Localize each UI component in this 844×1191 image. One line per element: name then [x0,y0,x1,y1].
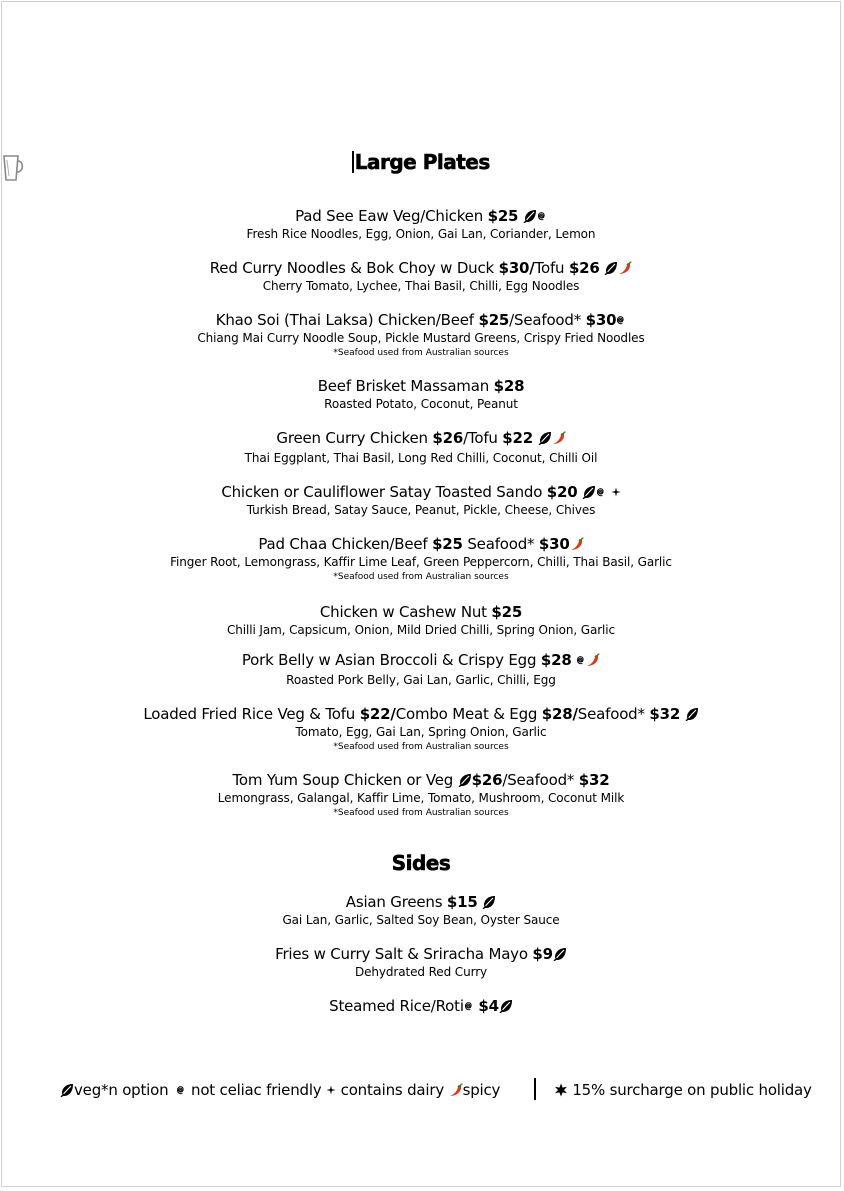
menu-page [1,1,841,1187]
veg-leaf-icon [60,1083,74,1097]
legend-spicy-label: spicy [462,1081,501,1099]
item-description: Chiang Mai Curry Noodle Soup, Pickle Mustard Greens, Crispy Fried Noodles [197,331,645,345]
item-description: Roasted Potato, Coconut, Peanut [324,397,518,411]
legend-divider [534,1078,536,1100]
item-description: Tomato, Egg, Gai Lan, Spring Onion, Garlic [295,725,547,739]
text-cursor [352,151,354,173]
menu-item-cashew-chicken: Chicken w Cashew Nut $25 Chilli Jam, Capsicum, Onion, Mild Dried Chilli, Spring Onion, Garlic [2,602,840,639]
veg-leaf-icon [523,209,537,223]
menu-item-steamed-rice-roti: Steamed Rice/Roti $4 [2,996,840,1016]
dairy-star-icon [326,1085,336,1095]
gluten-swirl-icon [616,315,626,325]
veg-leaf-icon [582,485,596,499]
item-description: Fresh Rice Noodles, Egg, Onion, Gai Lan, Coriander, Lemon [246,227,596,241]
large-plates-title: Large Plates [2,150,840,174]
menu-item-pad-see-eaw: Pad See Eaw Veg/Chicken $25 Fresh Rice Noodles, Egg, Onion, Gai Lan, Coriander, Lemon [2,206,840,243]
veg-leaf-icon [553,947,567,961]
menu-item-pork-belly: Pork Belly w Asian Broccoli & Crispy Egg $28 Roasted Pork Belly, Gai Lan, Garlic, Chilli, Egg [2,650,840,689]
gluten-swirl-icon [596,487,606,497]
seafood-note: *Seafood used from Australian sources [333,742,509,752]
legend-dairy-label: contains dairy [340,1081,445,1099]
veg-leaf-icon [538,431,552,445]
legend-celiac-label: not celiac friendly [191,1081,322,1099]
veg-leaf-icon [458,773,472,787]
veg-leaf-icon [482,895,496,909]
chilli-icon [449,1083,463,1097]
chilli-icon [618,261,632,275]
menu-item-pad-chaa: Pad Chaa Chicken/Beef $25 Seafood* $30 Finger Root, Lemongrass, Kaffir Lime Leaf, Green Peppercorn, Chilli, Thai Basil, Garlic *Seafood used from Australian sources [2,534,840,583]
menu-item-asian-greens: Asian Greens $15 Gai Lan, Garlic, Salted Soy Bean, Oyster Sauce [2,892,840,929]
chilli-icon [570,537,584,551]
menu-item-satay-sando: Chicken or Cauliflower Satay Toasted Sando $20 Turkish Bread, Satay Sauce, Peanut, Pickle, Cheese, Chives [2,482,840,519]
menu-item-green-curry: Green Curry Chicken $26/Tofu $22 Thai Eggplant, Thai Basil, Long Red Chilli, Coconut, Chilli Oil [2,428,840,467]
veg-leaf-icon [685,707,699,721]
seafood-note: *Seafood used from Australian sources [333,808,509,818]
gluten-swirl-icon [537,211,547,221]
veg-leaf-icon [499,999,513,1013]
item-description: Turkish Bread, Satay Sauce, Peanut, Pickle, Cheese, Chives [246,503,596,517]
chilli-icon [586,653,600,667]
menu-item-loaded-fried-rice: Loaded Fried Rice Veg & Tofu $22/Combo Meat & Egg $28/Seafood* $32 Tomato, Egg, Gai Lan, Spring Onion, Garlic *Seafood used from Australian sources [2,704,840,753]
veg-leaf-icon [604,261,618,275]
menu-item-beef-massaman: Beef Brisket Massaman $28 Roasted Potato, Coconut, Peanut [2,376,840,413]
item-description: Gai Lan, Garlic, Salted Soy Bean, Oyster Sauce [282,913,560,927]
legend-veg-label: veg*n option [74,1081,169,1099]
item-description: Thai Eggplant, Thai Basil, Long Red Chilli, Coconut, Chilli Oil [244,451,598,465]
legend-surcharge-label: 15% surcharge on public holiday [572,1081,812,1099]
gluten-swirl-icon [464,1001,474,1011]
dairy-star-icon [611,487,621,497]
item-description: Finger Root, Lemongrass, Kaffir Lime Leaf, Green Peppercorn, Chilli, Thai Basil, Garlic [170,555,672,569]
dietary-legend [60,1078,812,1100]
seafood-note: *Seafood used from Australian sources [333,348,509,358]
gluten-swirl-icon [176,1085,186,1095]
menu-item-red-curry-noodles: Red Curry Noodles & Bok Choy w Duck $30/Tofu $26 Cherry Tomato, Lychee, Thai Basil, Chilli, Egg Noodles [2,258,840,295]
menu-item-tom-yum: Tom Yum Soup Chicken or Veg $26/Seafood* $32 Lemongrass, Galangal, Kaffir Lime, Tomato, Mushroom, Coconut Milk *Seafood used from Australian sources [2,770,840,819]
menu-item-khao-soi: Khao Soi (Thai Laksa) Chicken/Beef $25/Seafood* $30 Chiang Mai Curry Noodle Soup, Pickle Mustard Greens, Crispy Fried Noodles *Seafood used from Australian sources [2,310,840,359]
item-description: Cherry Tomato, Lychee, Thai Basil, Chilli, Egg Noodles [262,279,580,293]
item-description: Lemongrass, Galangal, Kaffir Lime, Tomato, Mushroom, Coconut Milk [217,791,625,805]
item-description: Chilli Jam, Capsicum, Onion, Mild Dried Chilli, Spring Onion, Garlic [226,623,616,637]
menu-item-fries: Fries w Curry Salt & Sriracha Mayo $9 Dehydrated Red Curry [2,944,840,981]
chilli-icon [552,431,566,445]
sides-title: Sides [391,851,451,875]
item-description: Roasted Pork Belly, Gai Lan, Garlic, Chilli, Egg [286,673,556,687]
item-description: Dehydrated Red Curry [354,965,488,979]
seafood-note: *Seafood used from Australian sources [333,572,509,582]
surcharge-star-icon [554,1083,568,1097]
gluten-swirl-icon [576,655,586,665]
